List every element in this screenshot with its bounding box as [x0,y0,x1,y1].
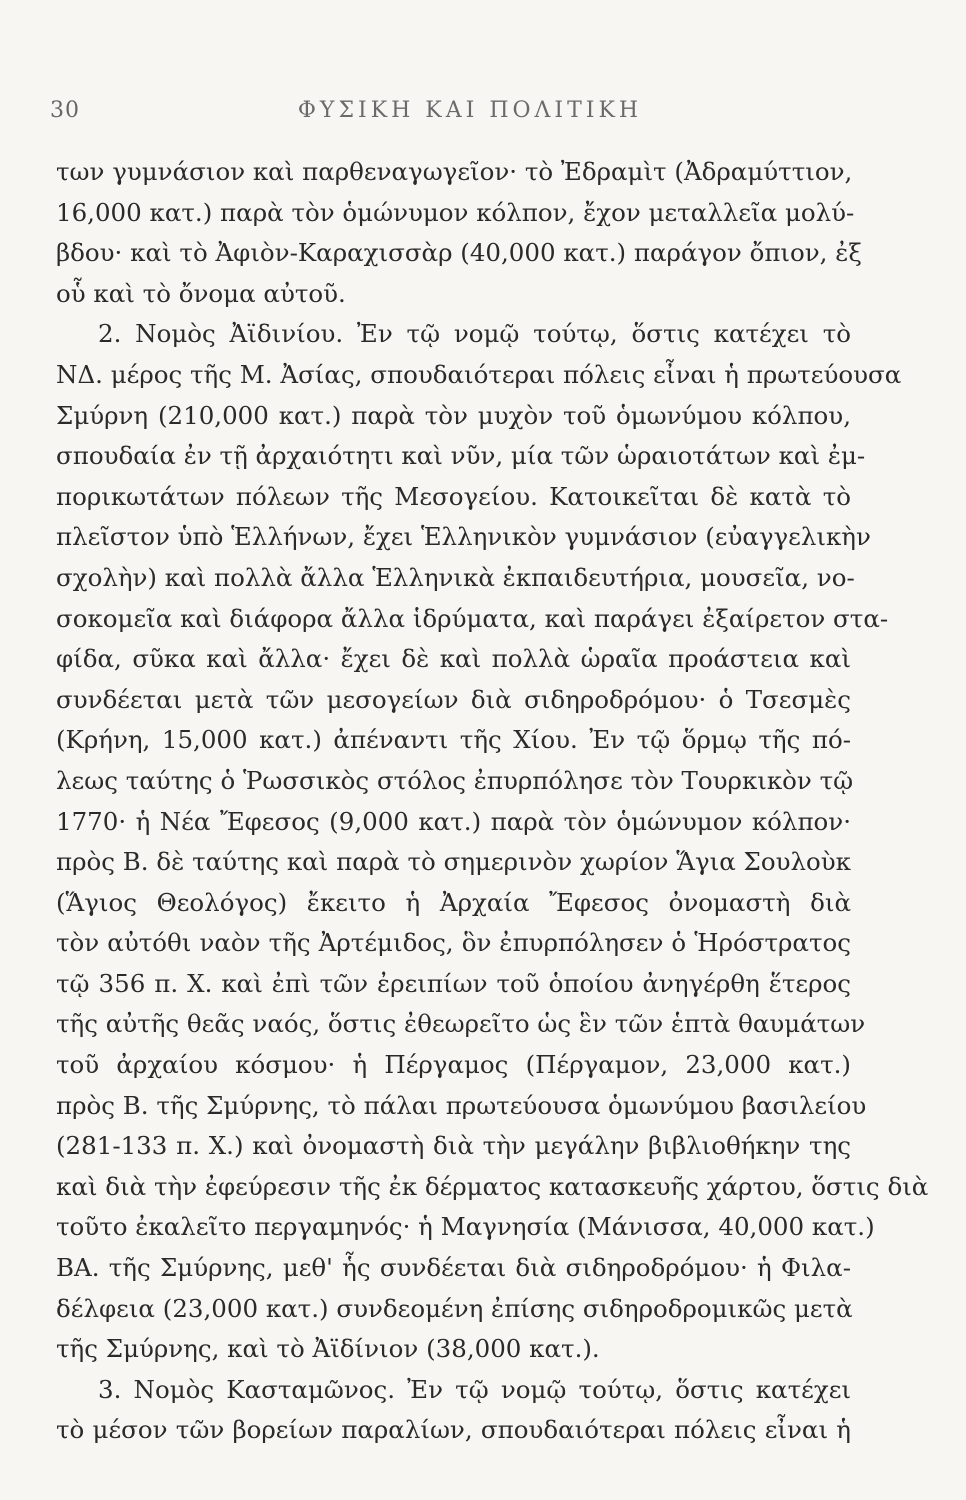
section-heading-line: 2. Νομὸς Ἀϊδινίου. Ἐν τῷ νομῷ τούτῳ, ὅστις κατέχει τὸ [98,319,851,349]
section-heading-line: 3. Νομὸς Κασταμῶνος. Ἐν τῷ νομῷ τούτῳ, ὅστις κατέχει [98,1374,851,1404]
text-line: τὸν αὐτόθι ναὸν τῆς Ἀρτέμιδος, ὃν ἐπυρπόλησεν ὁ Ἡρόστρατος [56,928,851,958]
text-line: πλεῖστον ὑπὸ Ἑλλήνων, ἔχει Ἑλληνικὸν γυμνάσιον (εὐαγγελικὴν [56,522,871,552]
text-line: τῷ 356 π. Χ. καὶ ἐπὶ τῶν ἐρειπίων τοῦ ὁποίου ἀνηγέρθη ἕτερος [56,968,851,998]
text-line: λεως ταύτης ὁ Ῥωσσικὸς στόλος ἐπυρπόλησε τὸν Τουρκικὸν τῷ [56,765,854,795]
text-line: (281-133 π. Χ.) καὶ ὀνομαστὴ διὰ τὴν μεγάλην βιβλιοθήκην της [56,1131,851,1161]
text-line: τῆς Σμύρνης, καὶ τὸ Ἀϊδίνιον (38,000 κατ.). [56,1334,600,1364]
text-line: τῆς αὐτῆς θεᾶς ναός, ὅστις ἐθεωρεῖτο ὡς ἓν τῶν ἑπτὰ θαυμάτων [56,1009,866,1039]
body-text [56,152,929,1451]
page-number: 30 [50,98,80,123]
text-line: ΝΔ. μέρος τῆς Μ. Ἀσίας, σπουδαιότεραι πόλεις εἶναι ἡ πρωτεύουσα [56,359,902,389]
text-line: 16,000 κατ.) παρὰ τὸν ὁμώνυμον κόλπον, ἔχον μεταλλεῖα μολύ- [56,197,855,227]
text-line: τοῦ ἀρχαίου κόσμου· ἡ Πέργαμος (Πέργαμον, 23,000 κατ.) [56,1050,851,1080]
text-line: (Ἅγιος Θεολόγος) ἔκειτο ἡ Ἀρχαία Ἔφεσος ὀνομαστὴ διὰ [56,887,851,917]
text-line: πρὸς Β. τῆς Σμύρνης, τὸ πάλαι πρωτεύουσα ὁμωνύμου βασιλείου [56,1090,867,1120]
text-line: τὸ μέσον τῶν βορείων παραλίων, σπουδαιότεραι πόλεις εἶναι ἡ [56,1415,851,1445]
text-line: καὶ διὰ τὴν ἐφεύρεσιν τῆς ἐκ δέρματος κατασκευῆς χάρτου, ὅστις διὰ [56,1171,929,1201]
text-line: φίδα, σῦκα καὶ ἄλλα· ἔχει δὲ καὶ πολλὰ ὡραῖα προάστεια καὶ [56,644,851,674]
text-line: πρὸς Β. δὲ ταύτης καὶ παρὰ τὸ σημερινὸν χωρίον Ἅγια Σουλοὺκ [56,847,851,877]
text-line: 1770· ἡ Νέα Ἔφεσος (9,000 κατ.) παρὰ τὸν ὁμώνυμον κόλπον· [56,806,851,836]
text-line: τοῦτο ἐκαλεῖτο περγαμηνός· ἡ Μαγνησία (Μάνισσα, 40,000 κατ.) [56,1212,875,1242]
text-line: σπουδαία ἐν τῇ ἀρχαιότητι καὶ νῦν, μία τῶν ὡραιοτάτων καὶ ἐμ- [56,441,866,471]
text-line: σχολὴν) καὶ πολλὰ ἄλλα Ἑλληνικὰ ἐκπαιδευτήρια, μουσεῖα, νο- [56,562,855,592]
text-line: πορικωτάτων πόλεων τῆς Μεσογείου. Κατοικεῖται δὲ κατὰ τὸ [56,481,851,511]
text-line: Σμύρνη (210,000 κατ.) παρὰ τὸν μυχὸν τοῦ ὁμωνύμου κόλπου, [56,400,851,430]
text-line: των γυμνάσιον καὶ παρθεναγωγεῖον· τὸ Ἐδραμὶτ (Ἀδραμύττιον, [56,157,853,186]
text-line: συνδέεται μετὰ τῶν μεσογείων διὰ σιδηροδρόμου· ὁ Τσεσμὲς [56,684,851,714]
running-title: ΦΥΣΙΚΗ ΚΑΙ ΠΟΛΙΤΙΚΗ [297,98,643,123]
text-line: (Κρήνη, 15,000 κατ.) ἀπέναντι τῆς Χίου. Ἐν τῷ ὅρμῳ τῆς πό- [56,725,851,755]
text-line: δέλφεια (23,000 κατ.) συνδεομένη ἐπίσης σιδηροδρομικῶς μετὰ [56,1293,853,1323]
text-line: ΒΑ. τῆς Σμύρνης, μεθ' ἧς συνδέεται διὰ σιδηροδρόμου· ἡ Φιλα- [56,1253,851,1283]
text-line: σοκομεῖα καὶ διάφορα ἄλλα ἱδρύματα, καὶ παράγει ἐξαίρετον στα- [56,603,889,633]
text-line: οὗ καὶ τὸ ὄνομα αὐτοῦ. [56,278,346,308]
text-line: βδου· καὶ τὸ Ἀφιὸν-Καραχισσὰρ (40,000 κατ.) παράγον ὄπιον, ἐξ [56,238,862,268]
